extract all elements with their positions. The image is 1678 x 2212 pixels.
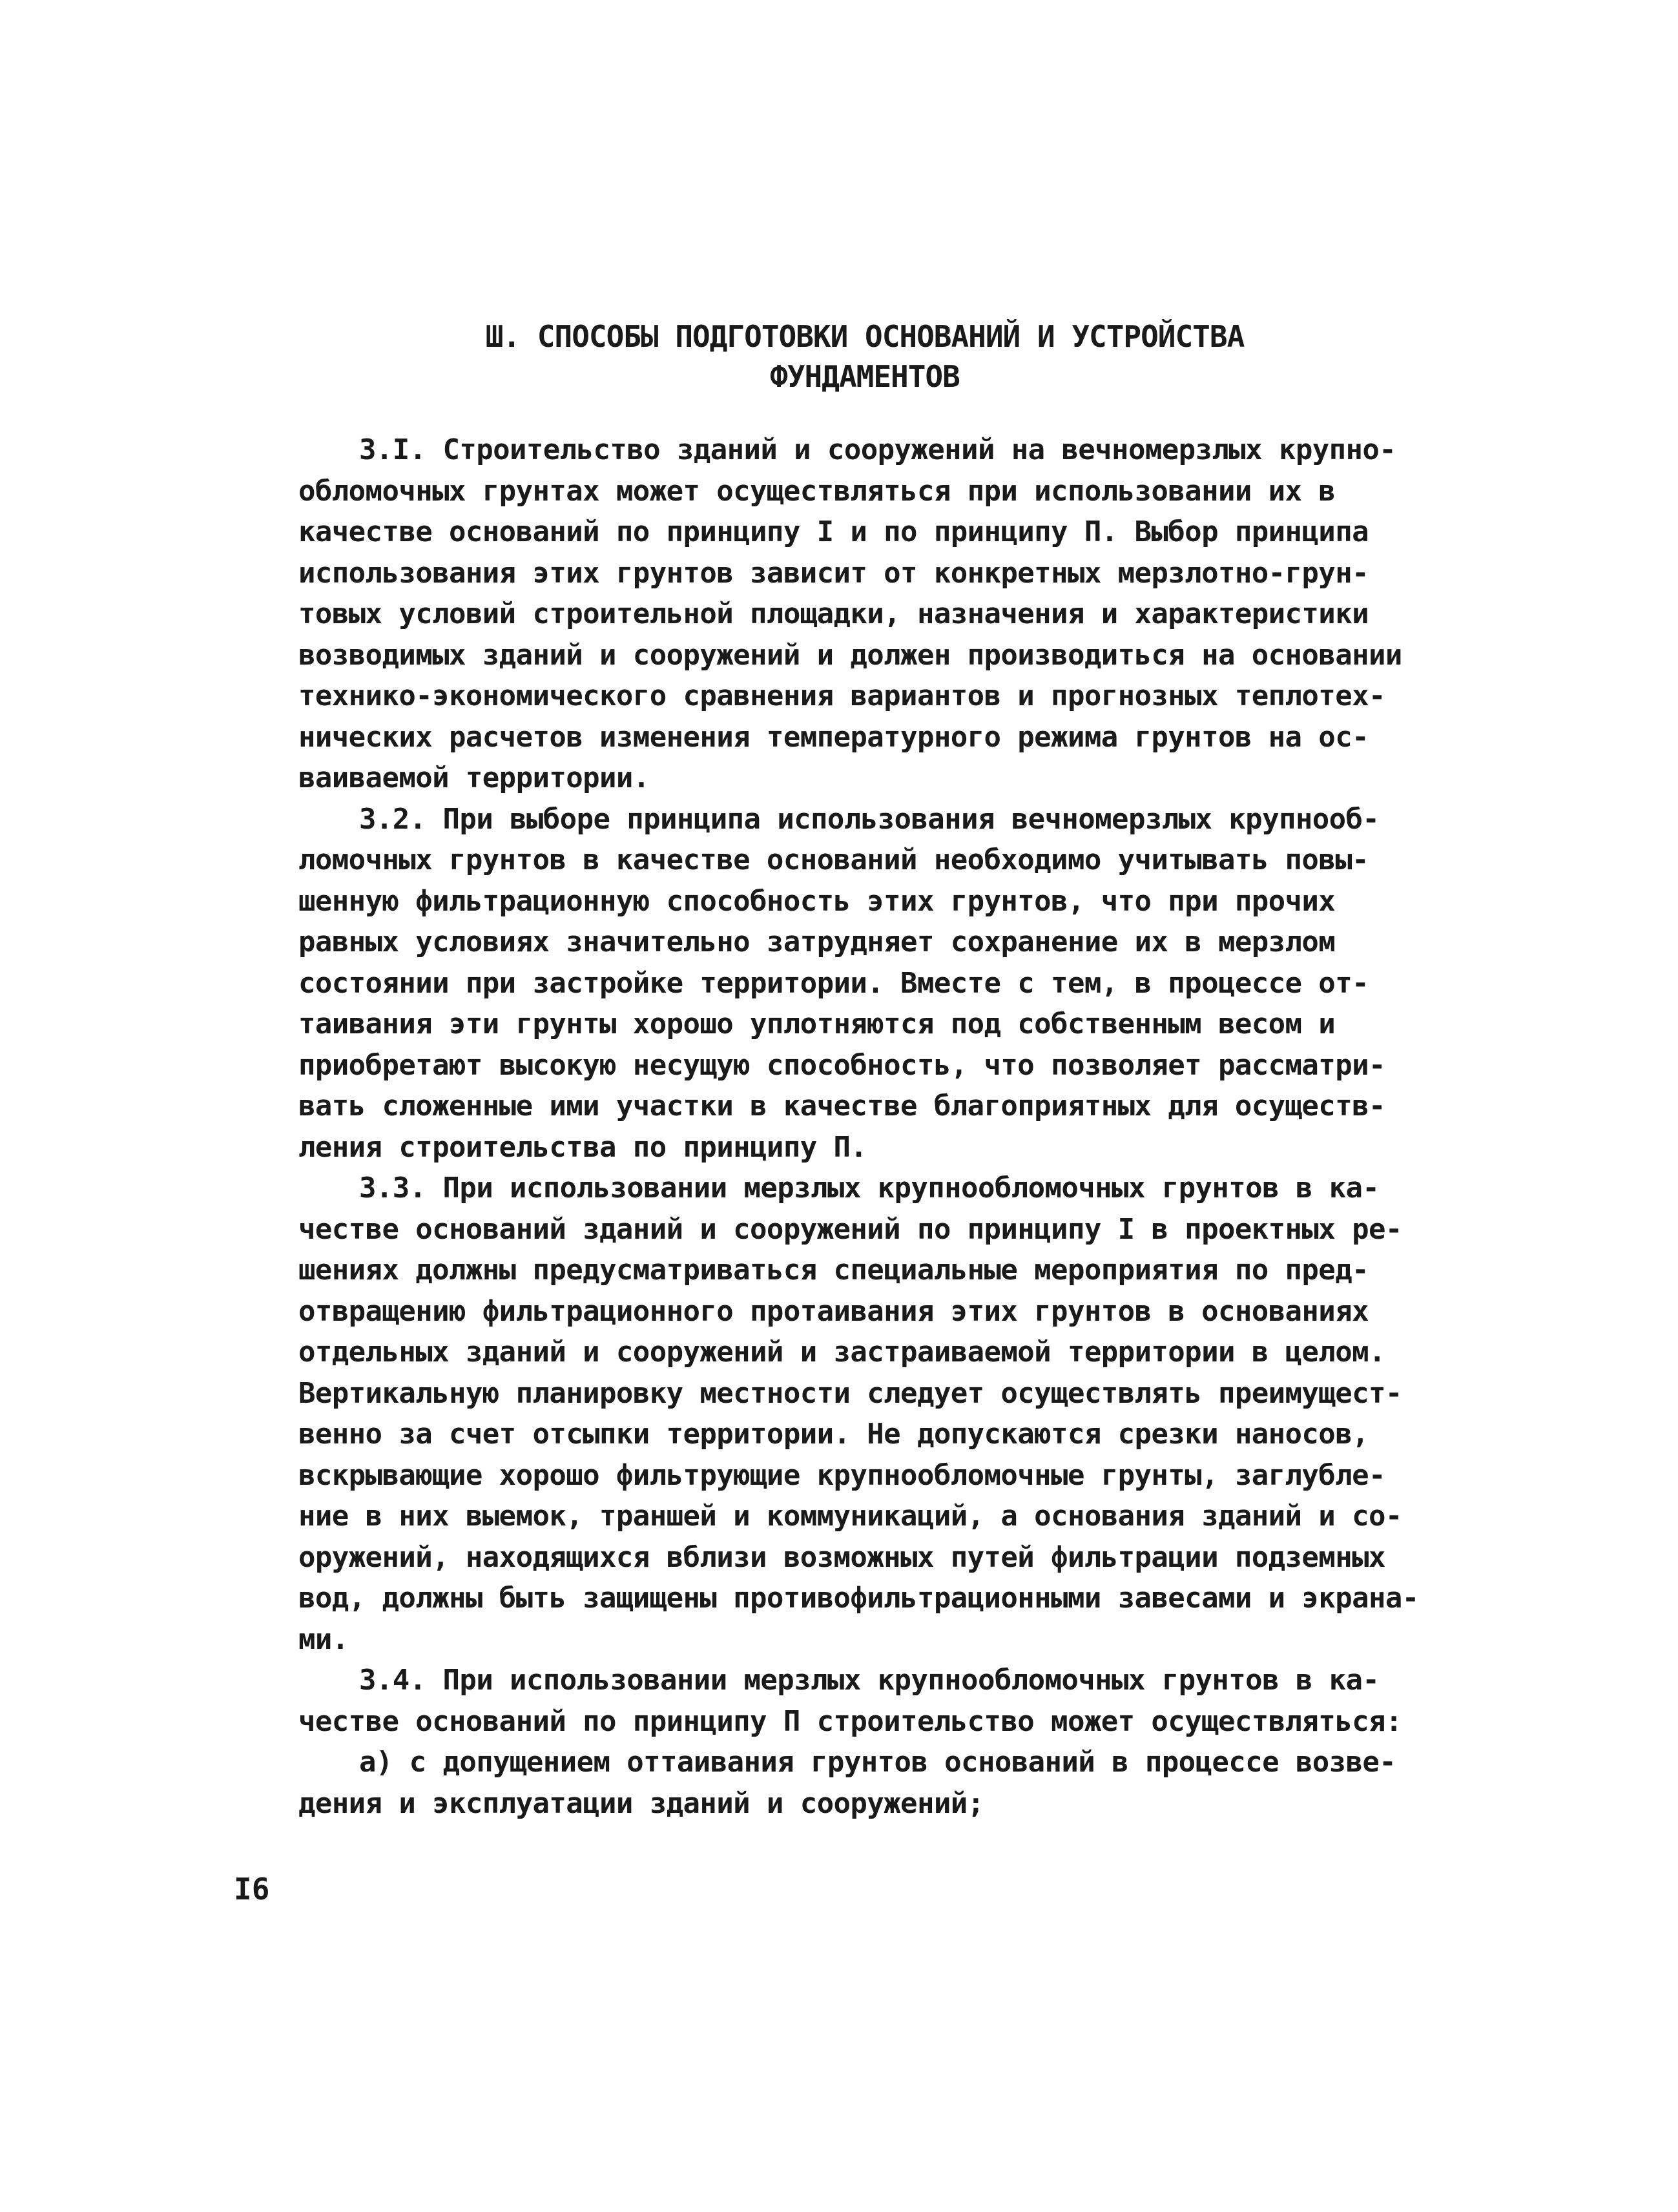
text-line: вод, должны быть защищены противофильтрационными завесами и экрана- <box>298 1582 1419 1615</box>
text-line: венно за счет отсыпки территории. Не допускаются срезки наносов, <box>298 1418 1369 1451</box>
text-line: ваиваемой территории. <box>298 761 650 794</box>
text-line: товых условий строительной площадки, назначения и характеристики <box>298 597 1369 630</box>
text-line: дения и эксплуатации зданий и сооружений; <box>298 1786 984 1820</box>
page-number: I6 <box>234 1872 270 1907</box>
text-line: равных условиях значительно затрудняет сохранение их в мерзлом <box>298 925 1336 958</box>
text-line: честве оснований по принципу П строительство может осуществляться: <box>298 1704 1402 1738</box>
text-line: обломочных грунтах может осуществляться при использовании их в <box>298 474 1336 508</box>
text-line: таивания эти грунты хорошо уплотняются под собственным весом и <box>298 1008 1336 1040</box>
text-line: 3.3. При использовании мерзлых крупнообломочных грунтов в ка- <box>359 1172 1380 1204</box>
text-line: приобретают высокую несущую способность, что позволяет рассматри- <box>298 1048 1385 1082</box>
text-line: а) с допущением оттаивания грунтов оснований в процессе возве- <box>359 1746 1396 1779</box>
section-heading-line-1: Ш. СПОСОБЫ ПОДГОТОВКИ ОСНОВАНИЙ И УСТРОЙСТВА <box>485 319 1245 354</box>
text-line: использования этих грунтов зависит от конкретных мерзлотно-грун- <box>298 556 1369 590</box>
text-line: 3.4. При использовании мерзлых крупнообломочных грунтов в ка- <box>359 1664 1380 1697</box>
body-text <box>298 429 1435 1824</box>
paragraph-3-1 <box>298 429 1435 799</box>
text-line: ми. <box>298 1622 349 1656</box>
text-line: вскрывающие хорошо фильтрующие крупнообломочные грунты, заглубле- <box>298 1458 1385 1492</box>
paragraph-3-4 <box>298 1660 1435 1742</box>
text-line: нических расчетов изменения температурного режима грунтов на ос- <box>298 720 1369 754</box>
text-line: вать сложенные ими участки в качестве благоприятных для осуществ- <box>298 1090 1385 1122</box>
text-line: технико-экономического сравнения вариантов и прогнозных теплотех- <box>298 679 1385 712</box>
section-heading-line-2: ФУНДАМЕНТОВ <box>770 359 960 394</box>
text-line: оружений, находящихся вблизи возможных путей фильтрации подземных <box>298 1540 1385 1574</box>
text-line: 3.I. Строительство зданий и сооружений на вечномерзлых крупно- <box>359 433 1396 466</box>
paragraph-3-2 <box>298 799 1435 1168</box>
list-item-a <box>298 1742 1435 1824</box>
paragraph-3-3 <box>298 1168 1435 1660</box>
text-line: отдельных зданий и сооружений и застраиваемой территории в целом. <box>298 1336 1385 1369</box>
text-line: шениях должны предусматриваться специальные мероприятия по пред- <box>298 1254 1369 1287</box>
text-line: ние в них выемок, траншей и коммуникаций, а основания зданий и со- <box>298 1500 1402 1533</box>
text-line: 3.2. При выборе принципа использования вечномерзлых крупнооб- <box>359 802 1380 836</box>
text-line: состоянии при застройке территории. Вместе с тем, в процессе от- <box>298 966 1369 1000</box>
text-line: ления строительства по принципу П. <box>298 1130 867 1164</box>
text-line: качестве оснований по принципу I и по принципу П. Выбор принципа <box>298 515 1369 548</box>
text-line: Вертикальную планировку местности следует осуществлять преимущест- <box>298 1376 1402 1410</box>
text-line: честве оснований зданий и сооружений по принципу I в проектных ре- <box>298 1212 1402 1246</box>
text-line: возводимых зданий и сооружений и должен производиться на основании <box>298 638 1402 672</box>
text-line: отвращению фильтрационного протаивания этих грунтов в основаниях <box>298 1294 1369 1328</box>
text-line: шенную фильтрационную способность этих грунтов, что при прочих <box>298 884 1336 918</box>
text-line: ломочных грунтов в качестве оснований необходимо учитывать повы- <box>298 843 1369 876</box>
